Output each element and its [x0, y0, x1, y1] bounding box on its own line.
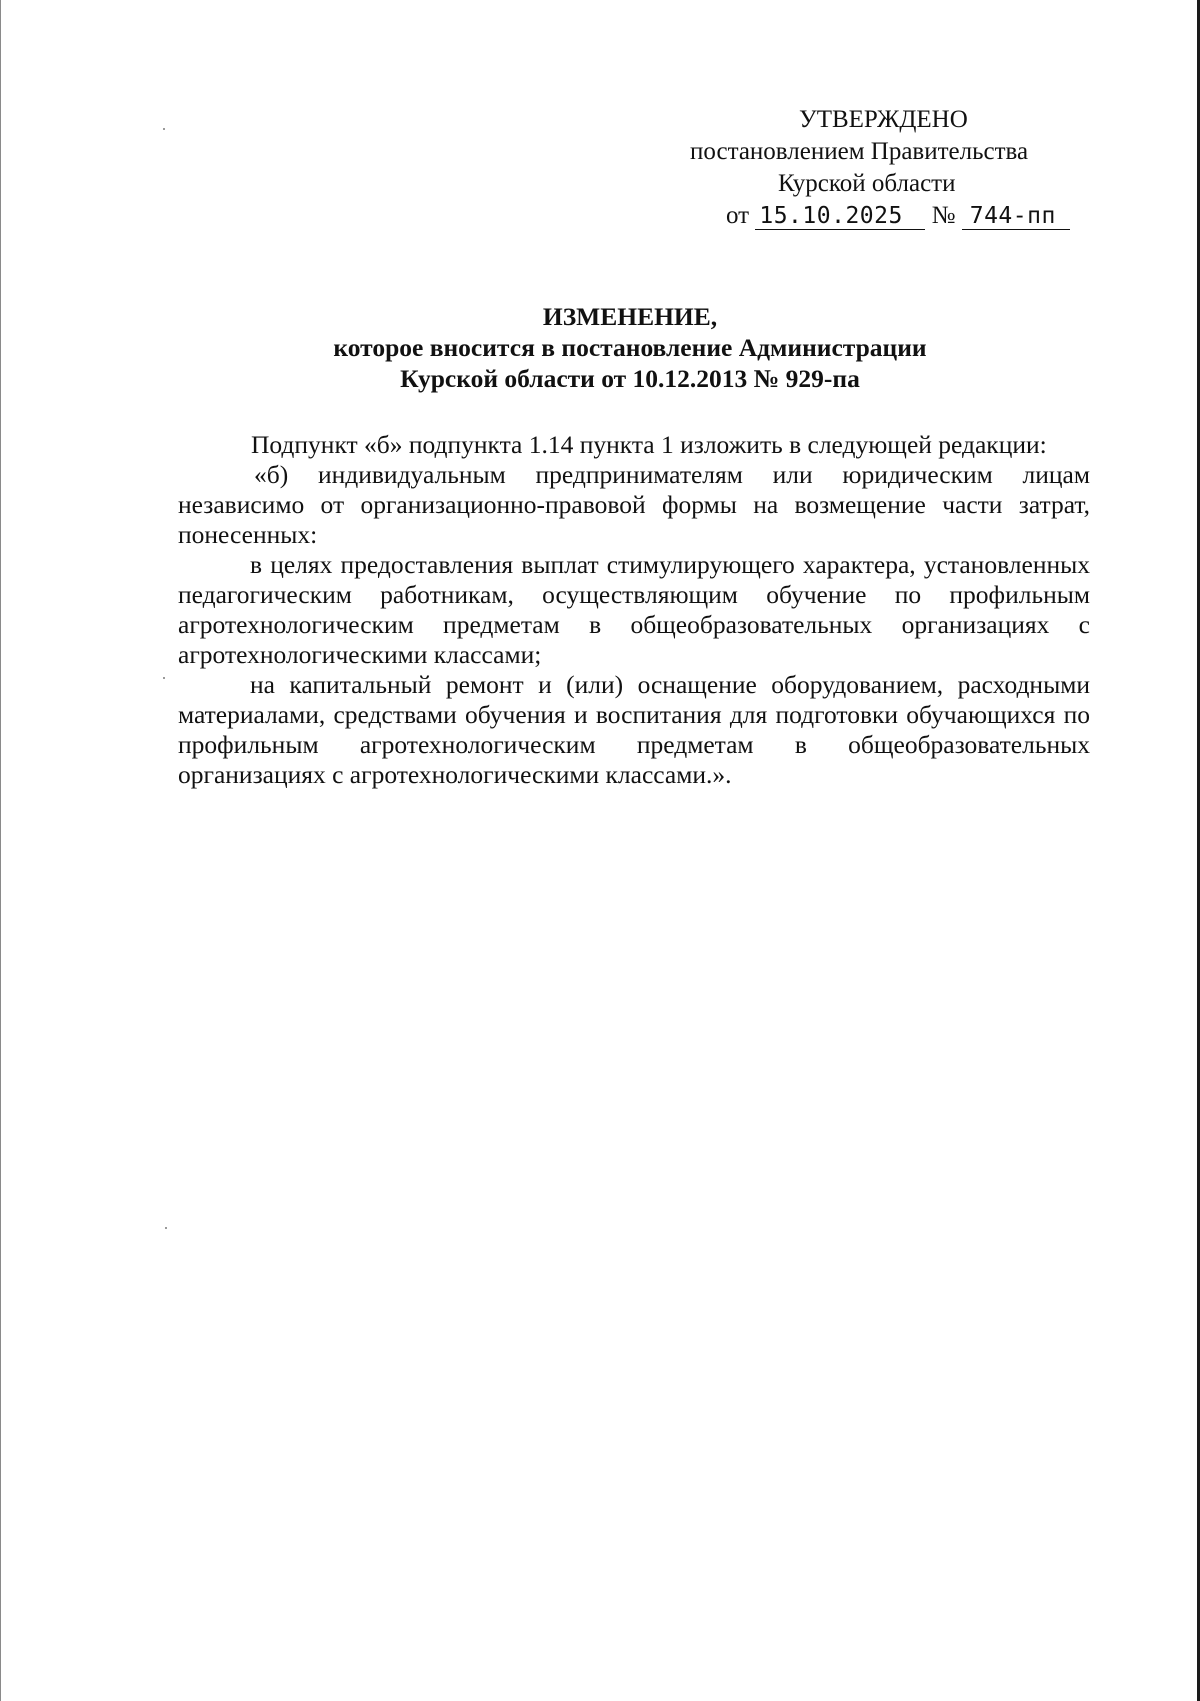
approved-label: УТВЕРЖДЕНО — [799, 106, 968, 133]
title-line-3: Курской области от 10.12.2013 № 929-па — [400, 364, 860, 393]
region-text: Курской области — [778, 170, 956, 197]
approval-stamp-block — [690, 104, 1100, 232]
scan-edge-left — [0, 0, 1, 1701]
scan-speck — [163, 677, 165, 679]
scan-speck — [163, 128, 165, 130]
paragraph-intro: Подпункт «б» подпункта 1.14 пункта 1 изложить в следующей редакции: — [251, 430, 1047, 459]
approval-number: 744-пп — [962, 203, 1070, 230]
number-prefix: № — [931, 202, 956, 229]
date-number-line — [690, 200, 1100, 232]
approved-by-text: постановлением Правительства — [690, 138, 1029, 165]
approval-date: 15.10.2025 — [755, 203, 925, 230]
paragraph-incentive-payments: в целях предоставления выплат стимулирующего характера, установленных педагогическим работникам, осуществляющим обучение по профильным агротехнологическим предметам в общеобразовательных организациях с агротехнологическими классами; — [178, 550, 1090, 669]
date-prefix: от — [726, 202, 750, 229]
title-heading: ИЗМЕНЕНИЕ, — [542, 302, 718, 331]
scan-speck — [165, 1227, 167, 1229]
title-line-2: которое вносится в постановление Администрации — [333, 333, 927, 362]
document-title — [180, 301, 1080, 394]
paragraph-capital-repair: на капитальный ремонт и (или) оснащение оборудованием, расходными материалами, средствами обучения и воспитания для подготовки обучающихся по профильным агротехнологическим предметам в общеобразовательных организациях с агротехнологическими классами.». — [178, 670, 1090, 789]
paragraph-subitem-b: «б) индивидуальным предпринимателям или юридическим лицам независимо от организационно-правовой формы на возмещение части затрат, понесенных: — [178, 460, 1090, 549]
document-body — [178, 430, 1090, 790]
